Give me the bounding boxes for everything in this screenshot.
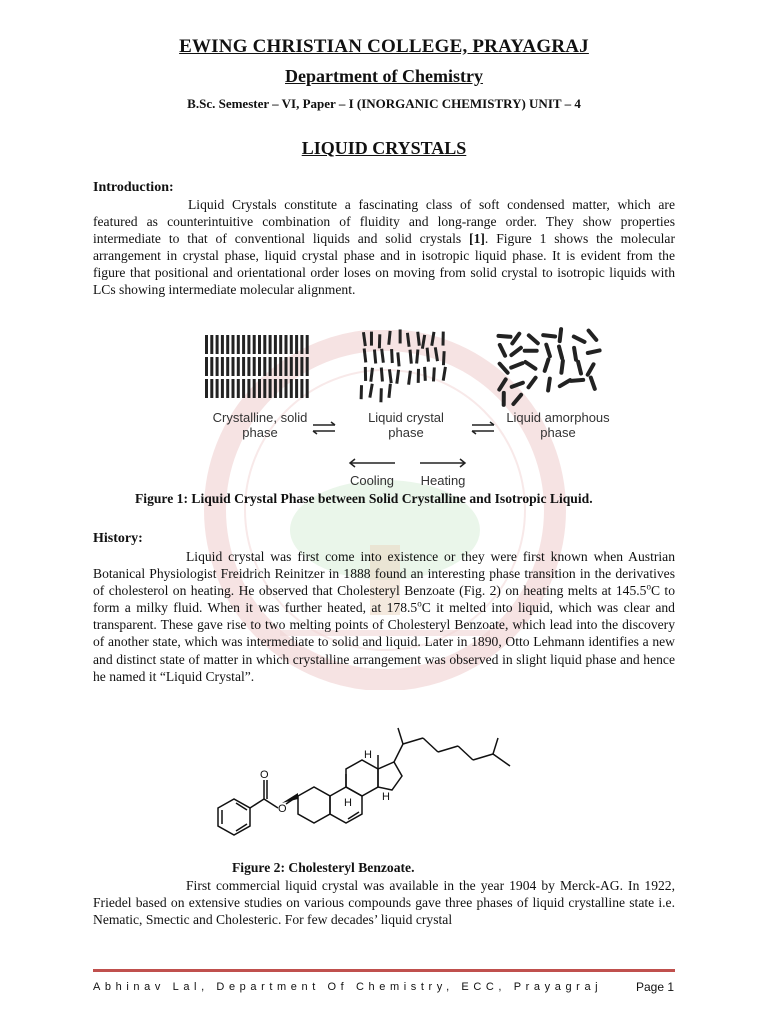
solid-molecule [253,357,256,376]
liquid-molecule [560,329,561,341]
solid-molecule [279,357,282,376]
lc-molecule [442,332,445,346]
figure1-caption: Figure 1: Liquid Crystal Phase between Solid Crystalline and Isotropic Liquid. [135,491,593,506]
solid-molecule [232,357,235,376]
solid-molecule [216,379,219,398]
solid-molecule [274,357,277,376]
lc-molecule [430,332,435,346]
solid-molecule [221,357,224,376]
lc-molecule [415,349,419,363]
figure2-caption: Figure 2: Cholesteryl Benzoate. [232,860,415,875]
solid-molecule [263,357,266,376]
solid-molecule [290,357,293,376]
solid-molecule [237,335,240,354]
liquid-molecule [574,337,585,342]
solid-molecule [279,335,282,354]
solid-molecule [247,379,250,398]
lc-molecule [380,367,384,381]
solid-molecule [205,379,208,398]
lc-molecule [364,367,367,381]
liquid-molecule [500,345,505,356]
lc-molecule [416,332,421,346]
oxygen-carbonyl-label: O [260,769,269,781]
page-number: Page 1 [636,980,675,994]
equilibrium-arrows-left [313,422,335,434]
liquid-molecule [560,380,570,386]
liquid-molecule [500,364,508,373]
lc-molecule [407,371,412,385]
crystalline-solid-molecules [205,335,309,398]
lc-molecule [434,347,439,361]
lc-molecule [426,348,430,362]
solid-molecule [242,335,245,354]
solid-molecule [221,379,224,398]
intro-text-1: Liquid Crystals constitute a fascinating class of soft condensed matter, which are featured as counterintuitive combination of fluidity and long-range order. They show properties intermediate to that of conventional liquids and solid crystals [93,197,675,247]
solid-molecule [306,379,309,398]
lc-molecule [362,332,367,346]
liquid-phase-label-1: Liquid amorphous [506,410,610,425]
lc-molecule [396,352,400,366]
history-heading: History: [93,531,143,546]
liquid-molecule [571,380,583,381]
lc-molecule [373,349,377,363]
department-name: Department of Chemistry [285,66,483,86]
solid-molecule [210,335,213,354]
lc-molecule [380,349,385,363]
lc-molecule [360,385,363,399]
oxygen-ester-label: O [278,803,287,815]
liquid-molecule [588,350,600,353]
liquid-molecule [512,383,523,387]
solid-molecule [295,357,298,376]
solid-molecule [216,357,219,376]
solid-molecule [274,335,277,354]
equilibrium-arrows-right [472,422,494,434]
lc-molecule [368,384,373,398]
solid-molecule [263,335,266,354]
liquid-molecule [561,361,563,373]
liquid-amorphous-molecules [499,329,600,405]
footer-rule [93,969,675,972]
lc-molecule [370,332,373,346]
liquid-molecule [529,378,536,388]
liquid-molecule [545,359,549,371]
lc-molecule [442,367,447,381]
lc-molecule [369,368,374,382]
solid-molecule [306,357,309,376]
lc-molecule [379,388,382,402]
hydrogen-label-1: H [364,749,372,761]
history-text-1: Liquid crystal was first come into existence or they were first known when Austrian Botanical Physiologist Freidrich Reinitzer in 1888 found an interesting phase transition in the derivatives of cholesterol on heating. He observed that Cholesteryl Benzoate (Fig. 2) on heating melts at 145.5 [93,549,675,599]
solid-molecule [242,357,245,376]
solid-molecule [253,335,256,354]
solid-molecule [232,335,235,354]
lc-molecule [378,334,381,348]
lc-molecule [387,384,391,398]
solid-molecule [295,379,298,398]
solid-molecule [221,335,224,354]
solid-phase-label-2: phase [242,425,278,440]
solid-molecule [237,357,240,376]
liquid-molecule [574,348,576,360]
cooling-label: Cooling [349,473,395,488]
solid-molecule [247,335,250,354]
lc-molecule [387,331,391,345]
liquid-molecule [529,335,538,343]
liquid-molecule [546,345,550,357]
liquid-molecule [511,348,521,355]
lc-molecule [423,367,427,381]
lc-phase-label-1: Liquid crystal [368,410,444,425]
hydrogen-label-2: H [344,797,352,809]
solid-molecule [279,379,282,398]
intro-text-2: . Figure 1 shows the molecular arrangement in crystal phase, liquid crystal phase and in isotropic liquid phase. It is evident from the figure that positional and orientational order loses on moving from solid crystal to isotropic liquids with LCs showing intermediate molecular alignment. [93,231,675,298]
solid-molecule [247,357,250,376]
solid-molecule [274,379,277,398]
liquid-molecule [543,335,555,336]
solid-molecule [205,357,208,376]
solid-molecule [237,379,240,398]
solid-molecule [285,357,288,376]
introduction-heading: Introduction: [93,180,174,195]
solid-molecule [226,335,229,354]
lc-molecule [363,348,368,362]
lc-molecule [409,350,413,364]
continuation-paragraph: First commercial liquid crystal was available in the year 1904 by Merck-AG. In 1922, Friedel based on extensive studies on various compounds gave three phases of liquid crystalline state i.e. Nematic, Smectic and Cholesteric. For few decades’ liquid crystal [93,878,675,928]
paper-info: B.Sc. Semester – VI, Paper – I (INORGANIC CHEMISTRY) UNIT – 4 [187,96,581,111]
solid-molecule [258,379,261,398]
liquid-molecule [512,334,519,344]
history-paragraph [93,548,675,685]
solid-molecule [300,335,303,354]
lc-molecule [421,335,426,349]
solid-molecule [258,357,261,376]
solid-molecule [210,357,213,376]
hydrogen-label-3: H [382,791,390,803]
solid-molecule [258,335,261,354]
lc-molecule [406,333,411,347]
solid-molecule [290,335,293,354]
liquid-phase-label-2: phase [540,425,576,440]
liquid-crystal-molecules [360,329,447,402]
college-name: EWING CHRISTIAN COLLEGE, PRAYAGRAJ [179,36,589,57]
liquid-molecule [589,331,597,340]
solid-molecule [285,335,288,354]
heating-arrow [420,459,465,467]
solid-molecule [290,379,293,398]
lc-molecule [417,369,420,383]
citation: [1] [469,231,485,247]
solid-molecule [232,379,235,398]
cholesteryl-benzoate-structure [198,700,528,860]
solid-molecule [300,357,303,376]
heating-label: Heating [420,473,466,488]
degree-sup-1: o [646,581,651,592]
solid-molecule [269,379,272,398]
liquid-molecule [513,395,521,404]
solid-molecule [210,379,213,398]
lc-molecule [395,370,400,384]
solid-molecule [253,379,256,398]
solid-molecule [226,357,229,376]
liquid-molecule [548,379,550,391]
lc-molecule [442,351,446,365]
lc-molecule [388,369,393,383]
liquid-molecule [525,362,535,369]
solid-molecule [285,379,288,398]
footer-author: Abhinav Lal, Department Of Chemistry, ECC, Prayagraj [93,981,603,993]
solid-molecule [263,379,266,398]
history-text-2: C to form a milky fluid. When it was further heated, at 178.5 [93,583,675,616]
solid-molecule [295,335,298,354]
phase-diagram-figure [200,325,620,495]
liquid-molecule [591,378,595,389]
solid-molecule [205,335,208,354]
degree-sup-2: o [417,598,422,609]
lc-molecule [390,349,394,363]
history-text-3: C it melted into liquid, which was clear and transparent. These gave rise to two melting points of Cholesteryl Benzoate, which lead into the discovery of another state, which was intermediate to solid and liquid. Later in 1890, Otto Lehmann identifies a new and distinct state of matter in which crystalline arrangement was observed in slight liquid phase and hence he named it “Liquid Crystal”. [93,600,675,684]
solid-molecule [269,357,272,376]
introduction-paragraph [93,196,675,299]
lc-phase-label-2: phase [388,425,424,440]
lc-molecule [432,367,436,381]
lc-molecule [399,329,402,343]
solid-molecule [226,379,229,398]
page-title: LIQUID CRYSTALS [301,138,467,158]
solid-molecule [300,379,303,398]
solid-molecule [306,335,309,354]
liquid-molecule [499,379,505,389]
cooling-arrow [350,459,395,467]
liquid-molecule [499,336,511,337]
liquid-molecule [578,362,581,374]
liquid-molecule [559,347,562,359]
liquid-molecule [588,364,594,374]
solid-molecule [242,379,245,398]
solid-phase-label-1: Crystalline, solid [212,410,308,425]
liquid-molecule [511,363,522,367]
solid-molecule [216,335,219,354]
solid-molecule [269,335,272,354]
